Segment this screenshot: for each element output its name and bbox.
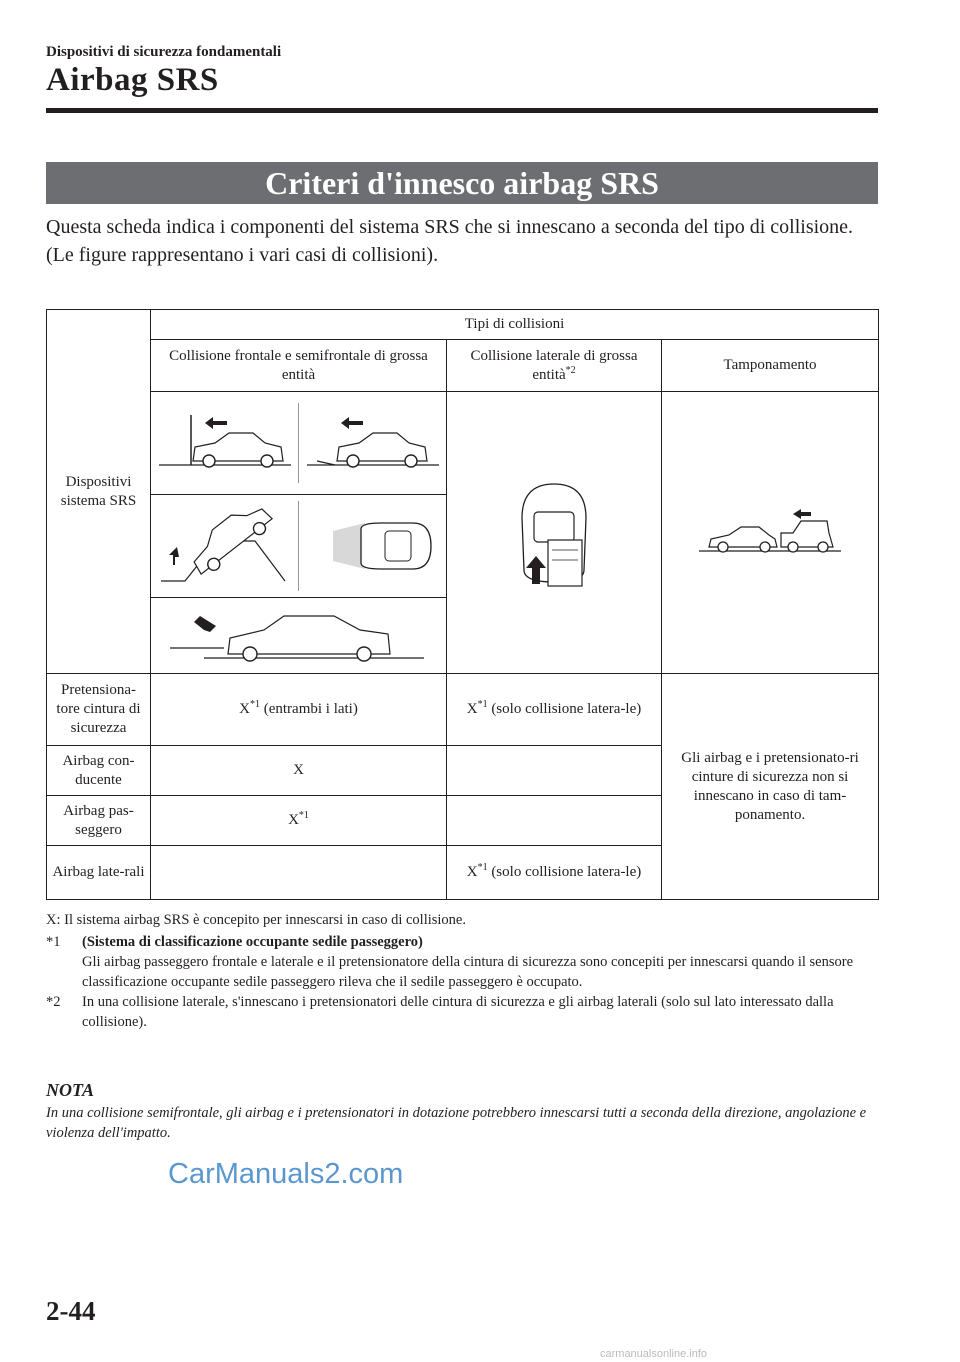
nota-text: In una collisione semifrontale, gli airbag e i pretensionatori in dotazione potrebbero innescarsi tutti a seconda della direzione, angolazione e violenza dell'impatto. — [46, 1105, 867, 1141]
cell-note: (solo collisione latera-le) — [487, 701, 642, 717]
intro-paragraph: (Le figure rappresentano i vari casi di collisioni). — [46, 244, 439, 266]
col-header-frontal: Collisione frontale e semifrontale di grossa entità — [151, 340, 447, 392]
intro-paragraph: Questa scheda indica i componenti del sistema SRS che si innescano a seconda del tipo di collisione. — [46, 216, 854, 238]
cell-frontal: X — [151, 746, 447, 796]
nota-heading: NOTA — [46, 1080, 95, 1100]
frontal-images-row2 — [151, 495, 447, 598]
cell-rear: Gli airbag e i pretensionato-ri cinture di sicurezza non si innescano in caso di tam-ponamento. — [662, 674, 879, 900]
cell-frontal — [151, 796, 447, 846]
footnote-ref: *2 — [565, 364, 576, 376]
footnote-ref: *1 — [298, 810, 309, 821]
row-label: Airbag late-rali — [47, 846, 151, 900]
deployment-table — [46, 309, 879, 900]
watermark: CarManuals2.com — [168, 1158, 404, 1190]
footnote-ref: *1 — [249, 699, 260, 710]
cell-side — [447, 796, 662, 846]
cell-mark: X — [466, 701, 478, 717]
rear-collision-illustration — [662, 392, 879, 674]
cell-mark: X — [288, 812, 299, 828]
cell-frontal — [151, 674, 447, 746]
col-header-side-text: Collisione laterale di grossa entità — [470, 347, 638, 383]
footnote-title: (Sistema di classificazione occupante sedile passeggero) — [82, 934, 423, 950]
group-header: Tipi di collisioni — [151, 310, 879, 340]
frontal-pole-illustration — [298, 501, 446, 591]
cell-note: (solo collisione latera-le) — [487, 864, 642, 880]
page-title: Airbag SRS — [46, 62, 219, 98]
cell-mark: X — [466, 864, 478, 880]
cell-mark: X — [239, 701, 250, 717]
section-heading: Dispositivi di sicurezza fondamentali — [46, 44, 282, 60]
x-definition: X: Il sistema airbag SRS è concepito per innescarsi in caso di collisione. — [46, 912, 466, 928]
frontal-wall-illustration — [151, 403, 298, 483]
col-header-rear: Tamponamento — [662, 340, 879, 392]
frontal-slope-illustration — [151, 501, 298, 591]
col-header-side — [447, 340, 662, 392]
footnote-2 — [46, 992, 878, 1032]
intro-text — [46, 213, 876, 269]
footnotes — [46, 910, 878, 1032]
footnote-mark: *1 — [46, 934, 61, 950]
row-label: Airbag pas-seggero — [47, 796, 151, 846]
cell-side — [447, 674, 662, 746]
side-collision-illustration — [447, 392, 662, 674]
footnote-text: Gli airbag passeggero frontale e laterale e il pretensionatore della cintura di sicurezza sono concepiti per innescarsi quando il sensore classificazione occupante sedile passeggero rileva che il sedile passeggero è occupato. — [82, 954, 854, 990]
frontal-underride-illustration — [151, 598, 447, 674]
page-number: 2-44 — [46, 1296, 96, 1326]
cell-frontal — [151, 846, 447, 900]
title-rule — [46, 108, 878, 113]
cell-note: (entrambi i lati) — [259, 701, 358, 717]
frontal-offset-illustration — [298, 403, 446, 483]
footnote-mark: *2 — [46, 994, 61, 1010]
cell-side — [447, 746, 662, 796]
footer-watermark: carmanualsonline.info — [600, 1348, 708, 1360]
footnote-ref: *1 — [477, 699, 488, 710]
frontal-images-row1 — [151, 392, 447, 495]
row-label: Pretensiona-tore cintura di sicurezza — [47, 674, 151, 746]
corner-header: Dispositivi sistema SRS — [47, 310, 151, 674]
cell-side — [447, 846, 662, 900]
footnote-text: In una collisione laterale, s'innescano i pretensionatori delle cintura di sicurezza e gli airbag laterali (solo sul lato interessato dalla collisione). — [82, 994, 834, 1030]
footnote-1 — [46, 932, 878, 992]
section-banner: Criteri d'innesco airbag SRS — [46, 162, 878, 204]
footnote-ref: *1 — [477, 862, 488, 873]
row-label: Airbag con-ducente — [47, 746, 151, 796]
